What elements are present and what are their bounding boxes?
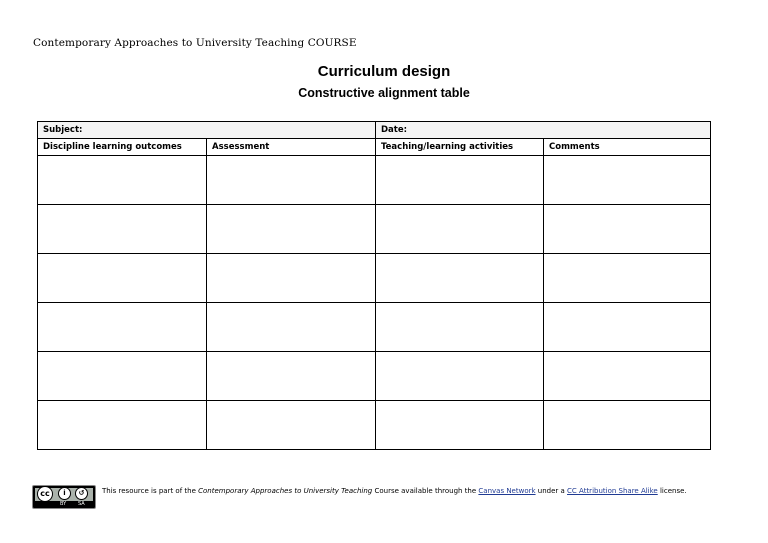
col-header-outcomes: Discipline learning outcomes <box>38 139 207 156</box>
by-icon: i <box>58 487 71 500</box>
table-row <box>38 303 711 352</box>
table-row <box>38 401 711 450</box>
cc-license-badge[interactable] <box>32 485 96 509</box>
col-header-activities: Teaching/learning activities <box>376 139 544 156</box>
cc-icon: cc <box>37 486 53 502</box>
date-cell[interactable]: Date: <box>376 122 711 139</box>
license-link[interactable]: CC Attribution Share Alike <box>567 487 658 495</box>
badge-label-sa: SA <box>78 501 85 507</box>
table-cell[interactable] <box>376 205 544 254</box>
footer-text-before: This resource is part of the <box>102 487 199 495</box>
table-cell[interactable] <box>38 352 207 401</box>
col-header-comments: Comments <box>544 139 711 156</box>
table-cell[interactable] <box>544 254 711 303</box>
footer-text-after: license. <box>657 487 687 495</box>
table-cell[interactable] <box>207 156 376 205</box>
table-cell[interactable] <box>38 401 207 450</box>
table-cell[interactable] <box>376 303 544 352</box>
table-cell[interactable] <box>207 205 376 254</box>
table-cell[interactable] <box>207 401 376 450</box>
table-cell[interactable] <box>544 401 711 450</box>
table-cell[interactable] <box>544 352 711 401</box>
license-text <box>102 487 687 495</box>
footer-text-under: under a <box>535 487 568 495</box>
course-header: Contemporary Approaches to University Teaching COURSE <box>33 37 357 49</box>
col-header-assessment: Assessment <box>207 139 376 156</box>
subject-date-row <box>38 122 711 139</box>
column-header-row <box>38 139 711 156</box>
subject-cell[interactable]: Subject: <box>38 122 376 139</box>
page-title: Curriculum design <box>317 63 451 80</box>
table-cell[interactable] <box>38 156 207 205</box>
table-row <box>38 205 711 254</box>
alignment-table <box>37 121 711 450</box>
table-cell[interactable] <box>38 254 207 303</box>
license-footer <box>32 485 752 509</box>
table-cell[interactable] <box>38 303 207 352</box>
table-row <box>38 156 711 205</box>
footer-course-name: Contemporary Approaches to University Teaching <box>198 487 373 495</box>
badge-label-by: BY <box>60 501 67 507</box>
table-row <box>38 254 711 303</box>
table-cell[interactable] <box>376 352 544 401</box>
table-cell[interactable] <box>376 156 544 205</box>
table-cell[interactable] <box>544 205 711 254</box>
canvas-network-link[interactable]: Canvas Network <box>478 487 536 495</box>
page-subtitle: Constructive alignment table <box>298 86 470 100</box>
table-cell[interactable] <box>544 156 711 205</box>
table-cell[interactable] <box>544 303 711 352</box>
sa-icon: ↺ <box>75 487 88 500</box>
table-cell[interactable] <box>376 254 544 303</box>
table-row <box>38 352 711 401</box>
table-cell[interactable] <box>207 303 376 352</box>
footer-text-middle: Course available through the <box>372 487 479 495</box>
table-cell[interactable] <box>207 254 376 303</box>
table-cell[interactable] <box>38 205 207 254</box>
table-cell[interactable] <box>376 401 544 450</box>
table-cell[interactable] <box>207 352 376 401</box>
